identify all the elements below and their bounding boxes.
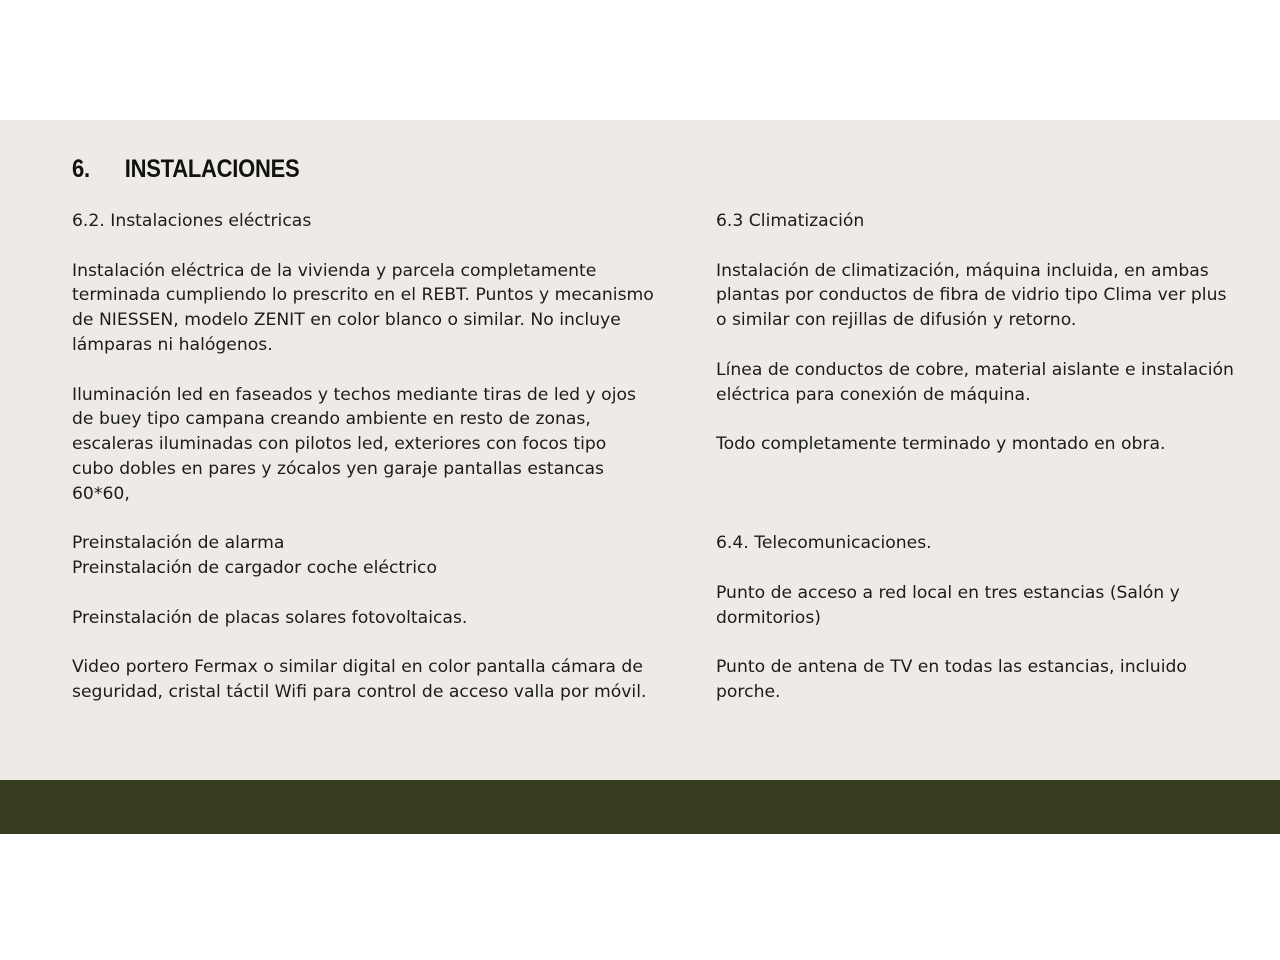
section-heading xyxy=(72,155,299,184)
climate-paragraph-1: Instalación de climatización, máquina incluida, en ambas plantas por conductos de fibra de vidrio tipo Clima ver plus o similar con rejillas de difusión y retorno. xyxy=(716,260,1227,331)
electrical-paragraph-3: Preinstalación de alarma Preinstalación de cargador coche eléctrico xyxy=(72,533,437,579)
telecom-subtitle: 6.4. Telecomunicaciones. xyxy=(716,533,932,554)
section-number: 6. xyxy=(72,155,90,183)
telecom-paragraph-1: Punto de acceso a red local en tres estancias (Salón y dormitorios) xyxy=(716,582,1180,628)
electrical-paragraph-2: Iluminación led en faseados y techos mediante tiras de led y ojos de buey tipo campana creando ambiente en resto de zonas, escaleras iluminadas con pilotos led, exteriores con focos tipo cubo dobles en pares y zócalos yen garaje pantallas estancas 60*60, xyxy=(72,384,636,504)
climate-subtitle: 6.3 Climatización xyxy=(716,211,865,231)
telecom-paragraph-2: Punto de antena de TV en todas las estancias, incluido porche. xyxy=(716,657,1187,703)
section-title: INSTALACIONES xyxy=(124,155,300,183)
left-column xyxy=(72,209,702,705)
electrical-paragraph-1: Instalación eléctrica de la vivienda y parcela completamente terminada cumpliendo lo prescrito en el REBT. Puntos y mecanismo de NIESSEN, modelo ZENIT en color blanco o similar. No incluye lámparas ni halógenos. xyxy=(72,260,654,355)
footer-band xyxy=(0,780,1280,834)
electrical-paragraph-5: Video portero Fermax o similar digital en color pantalla cámara de seguridad, cristal táctil Wifi para control de acceso valla por móvil. xyxy=(72,657,647,703)
climate-paragraph-3: Todo completamente terminado y montado en obra. xyxy=(716,434,1166,455)
electrical-paragraph-4: Preinstalación de placas solares fotovoltaicas. xyxy=(72,607,468,628)
climate-paragraph-2: Línea de conductos de cobre, material aislante e instalación eléctrica para conexión de máquina. xyxy=(716,359,1234,405)
right-column xyxy=(716,209,1276,705)
electrical-subtitle: 6.2. Instalaciones eléctricas xyxy=(72,211,312,231)
